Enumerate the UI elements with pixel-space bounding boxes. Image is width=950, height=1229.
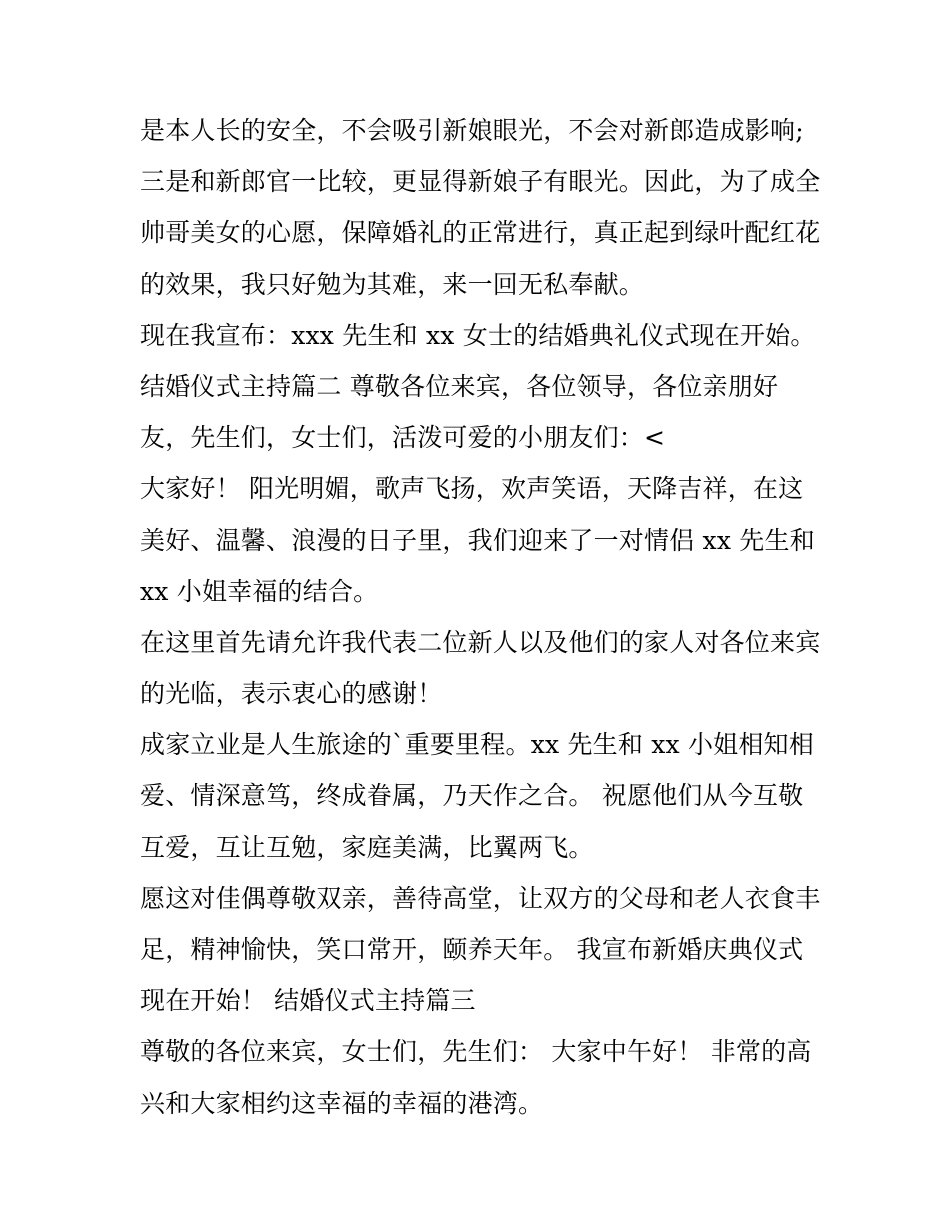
text-line: 的光临，表示衷心的感谢！: [140, 679, 443, 709]
text-line: 现在开始！ 结婚仪式主持篇三: [140, 986, 476, 1016]
text-line: 足，精神愉快，笑口常开，颐养天年。 我宣布新婚庆典仪式: [140, 935, 804, 964]
text-line: xx 小姐幸福的结合。: [140, 576, 379, 606]
document-body: [140, 105, 830, 1129]
text-line: 三是和新郎官一比较，更显得新娘子有眼光。因此，为了成全: [140, 167, 821, 197]
text-line: 的效果，我只好勉为其难，来一回无私奉献。: [140, 269, 645, 299]
text-line: 愿这对佳偶尊敬双亲，善待高堂，让双方的父母和老人衣食丰: [140, 883, 821, 913]
text-line: 结婚仪式主持篇二 尊敬各位来宾，各位领导，各位亲朋好: [140, 371, 779, 401]
text-line: 互爱，互让互勉，家庭美满，比翼两飞。: [140, 832, 594, 862]
text-line: 帅哥美女的心愿，保障婚礼的正常进行，真正起到绿叶配红花: [140, 218, 821, 248]
text-line: 兴和大家相约这幸福的幸福的港湾。: [140, 1088, 544, 1118]
text-line: 尊敬的各位来宾，女士们，先生们： 大家中午好！ 非常的高: [140, 1037, 812, 1067]
text-line: 美好、温馨、浪漫的日子里，我们迎来了一对情侣 xx 先生和: [140, 525, 815, 555]
text-line: 是本人长的安全，不会吸引新娘眼光，不会对新郎造成影响;: [140, 116, 804, 145]
text-line: 爱、情深意笃，终成眷属，乃天作之合。 祝愿他们从今互敬: [140, 781, 804, 811]
text-line: 大家好！ 阳光明媚，歌声飞扬，欢声笑语，天降吉祥，在这: [140, 474, 804, 504]
text-line: 现在我宣布：xxx 先生和 xx 女士的结婚典礼仪式现在开始。: [140, 320, 816, 350]
text-line: 友，先生们，女士们，活泼可爱的小朋友们：<: [140, 423, 666, 453]
text-line: 成家立业是人生旅途的`重要里程。xx 先生和 xx 小姐相知相: [140, 730, 814, 760]
text-line: 在这里首先请允许我代表二位新人以及他们的家人对各位来宾: [140, 627, 821, 657]
